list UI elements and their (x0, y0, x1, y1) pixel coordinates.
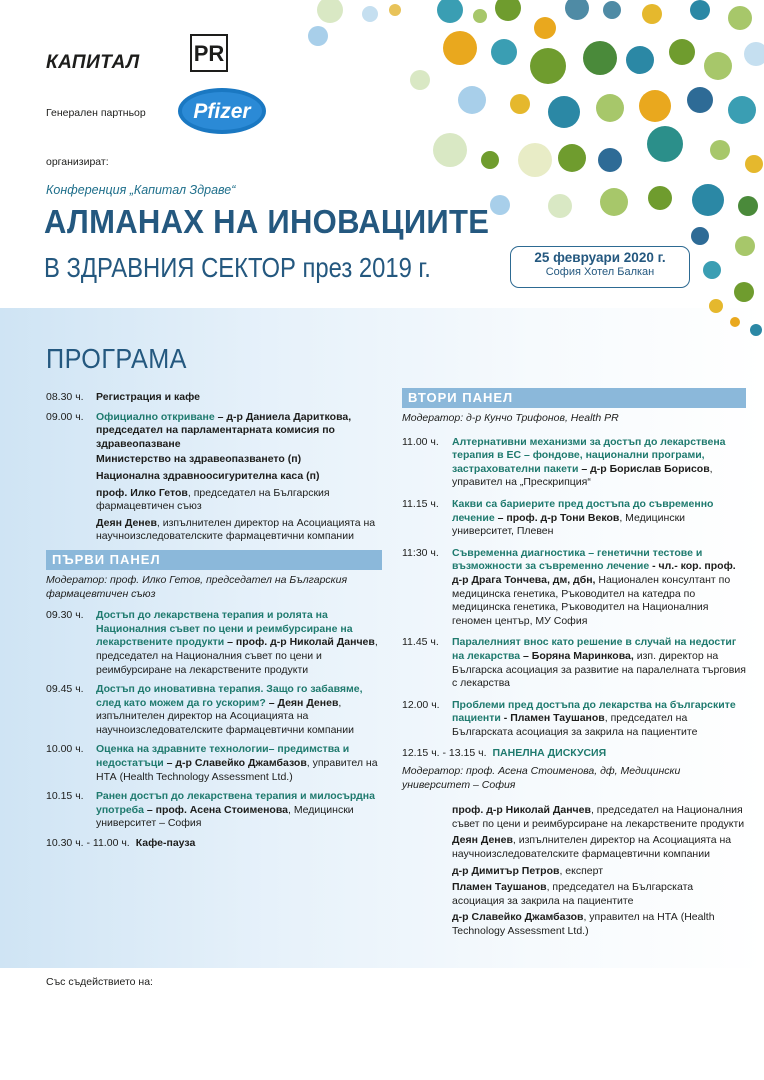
speaker: – д-р Славейко Джамбазов (163, 757, 307, 770)
time: 11:30 ч. (402, 546, 439, 559)
event-date: 25 февруари 2020 г. (534, 250, 666, 265)
schedule-row (402, 747, 746, 761)
time: 09.45 ч. (46, 683, 84, 696)
guest-name: Деян Денев (96, 516, 157, 529)
health-pr-logo (190, 34, 228, 72)
right-column (402, 388, 746, 942)
discussion-participant (452, 834, 746, 861)
time: 11.15 ч. (402, 497, 439, 510)
participant-name: Пламен Таушанов (452, 881, 547, 894)
schedule-row (46, 683, 382, 737)
participant-name: д-р Славейко Джамбазов (452, 911, 584, 924)
time: 09.30 ч. (46, 609, 84, 622)
topic: Съвременна диагностика – генетични тестове и възможности за съвременно лечение (452, 546, 703, 573)
schedule-row (46, 391, 382, 405)
guest-name: проф. Илко Гетов (96, 486, 188, 499)
pfizer-logo (176, 86, 268, 136)
registration-text: Регистрация и кафе (96, 391, 200, 403)
speaker: – проф. Асена Стоименова (143, 803, 288, 816)
schedule-row (402, 498, 746, 539)
conference-name: Конференция „Капитал Здраве“ (46, 183, 236, 197)
left-column (46, 391, 382, 857)
speaker: – Боряна Маринкова, (520, 649, 634, 662)
time: 10.30 ч. - 11.00 ч. (46, 837, 130, 850)
discussion-moderator: Модератор: проф. Асена Стоименова, дф, Медицински университет – София (402, 765, 681, 791)
speaker-role: председател на парламентарната комисия по здравеопазване (96, 424, 335, 450)
speaker-role: , управител на „Прескрипция“ (452, 462, 713, 489)
speaker: – Деян Денев (265, 696, 339, 709)
speaker-role: Национален консултант по медицинска генетика, Ръководител на катедра по медицинска генетика, Ръководител на Националния геномен център, МУ София (452, 573, 731, 627)
speaker-role: , Медицински университет, Плевен (452, 511, 686, 538)
participant-role: , управител на НТА (Health Technology Assessment Ltd.) (452, 911, 715, 937)
schedule-row (402, 636, 746, 690)
panel-2-header: ВТОРИ ПАНЕЛ (402, 388, 746, 408)
speaker-role: , управител на НТА (Health Technology Assessment Ltd.) (96, 757, 378, 783)
participant-role: , изпълнителен директор на Асоциацията на научноизследователските фармацевтични компании (452, 834, 732, 861)
program-heading: ПРОГРАМА (46, 343, 187, 374)
svg-text:Pfizer: Pfizer (193, 100, 251, 123)
guest-ministry: Министерство на здравеопазването (п) (96, 453, 302, 466)
speaker: – д-р Борислав Борисов (578, 462, 710, 475)
time: 12.00 ч. (402, 698, 440, 711)
speaker: - Пламен Таушанов (500, 712, 605, 725)
speaker: – д-р Даниела Дариткова, (214, 410, 352, 423)
event-venue: София Хотел Балкан (545, 266, 655, 278)
time: 11.45 ч. (402, 636, 439, 649)
kapital-logo: КАПИТАЛ (46, 52, 140, 73)
topic: Ранен достъп до лекарствена терапия и милосърдна употреба (96, 790, 375, 816)
topic: Паралелният внос като решение в случай на недостиг на лекарства (452, 636, 737, 662)
participant-name: проф. д-р Николай Данчев (452, 804, 591, 817)
panel-discussion-title: ПАНЕЛНА ДИСКУСИЯ (492, 747, 607, 760)
guest-role: , изпълнителен директор на Асоциацията на научноизследователските фармацевтични компании (96, 516, 376, 543)
page-subtitle: В ЗДРАВНИЯ СЕКТОР през 2019 г. (44, 252, 431, 283)
time: 09.00 ч. (46, 410, 84, 423)
page-title: АЛМАНАХ НА ИНОВАЦИИТЕ (44, 203, 490, 240)
topic: Официално откриване (96, 410, 215, 423)
speaker: - чл.- кор. проф. д-р Драга Тончева, дм, дбн, (452, 560, 736, 586)
topic: Какви са бариерите пред достъпа до съвременно лечение (452, 497, 714, 524)
schedule-row (402, 547, 746, 629)
schedule-row (46, 837, 382, 851)
time: 10.15 ч. (46, 790, 84, 803)
guest-fund: Национална здравноосигурителна каса (п) (96, 469, 320, 482)
participant-role: , председател на Българската асоциация за закрила на пациентите (452, 881, 694, 907)
molecule-decoration (0, 0, 764, 340)
guest-role: , председател на Българския фармацевтичен съюз (96, 486, 330, 513)
schedule-row (46, 790, 382, 831)
topic: Проблеми пред достъпа до лекарства на българските пациенти (452, 698, 736, 725)
topic: Достъп до лекарствена терапия и ролята на Националния съвет по цени и реимбурсиране на лекарствените продукти (96, 609, 353, 649)
speaker-role: , председател на Националния съвет по цени и реимбурсиране на лекарствените продукти (96, 636, 378, 676)
time: 12.15 ч. - 13.15 ч. (402, 747, 487, 760)
time: 11.00 ч. (402, 435, 439, 448)
schedule-row (46, 743, 382, 784)
panel-1-moderator: Модератор: проф. Илко Гетов, председател на Българския фармацевтичен съюз (46, 573, 348, 600)
topic: Оценка на здравните технологии– предимства и недостатъци (96, 743, 350, 770)
discussion-participant (452, 881, 746, 908)
speaker: – проф. д-р Тони Веков (494, 511, 620, 524)
organize-label: организират: (46, 156, 109, 168)
speaker-role: , изпълнителен директор на Асоциацията на научноизследователските фармацевтични компании (96, 696, 354, 736)
participant-name: д-р Димитър Петров (452, 864, 560, 877)
schedule-row (46, 609, 382, 677)
schedule-row (46, 411, 382, 452)
schedule-row (402, 699, 746, 740)
participant-name: Деян Денев (452, 834, 513, 847)
svg-text:PR: PR (193, 41, 225, 66)
time: 10.00 ч. (46, 743, 84, 756)
participant-role: , председател на Националния съвет по цени и реимбурсиране на лекарствените продукти (452, 804, 745, 830)
guest (96, 487, 382, 514)
date-box (510, 246, 690, 288)
schedule-row (402, 436, 746, 490)
discussion-participant (452, 911, 746, 938)
partner-label: Генерален партньор (46, 107, 146, 119)
guest (96, 517, 382, 544)
speaker-role: , председател на Българската асоциация за закрила на пациентите (452, 712, 698, 738)
topic: Алтернативни механизми за достъп до лекарствена терапия в ЕС – фондове, национални програми, застрахователни пакети (452, 435, 726, 475)
time: 08.30 ч. (46, 391, 84, 403)
participant-role: , експерт (559, 864, 604, 877)
coffee-break: Кафе-пауза (135, 837, 196, 850)
discussion-participant (452, 804, 746, 831)
footer-sponsors-label: Със съдействието на: (46, 976, 153, 988)
discussion-participant (452, 865, 746, 879)
panel-2-moderator: Модератор: д-р Кунчо Трифонов, Health PR (402, 412, 619, 424)
speaker-role: , Медицински университет – София (96, 803, 354, 830)
speaker: – проф. д-р Николай Данчев (224, 636, 375, 649)
speaker-role: изп. директор на Българска асоциация за развитие на паралелната търговия с лекарства (452, 649, 746, 690)
panel-1-header: ПЪРВИ ПАНЕЛ (46, 550, 382, 570)
topic: Достъп до иновативна терапия. Защо го забавяме, след като можем да го ускорим? (96, 683, 363, 709)
